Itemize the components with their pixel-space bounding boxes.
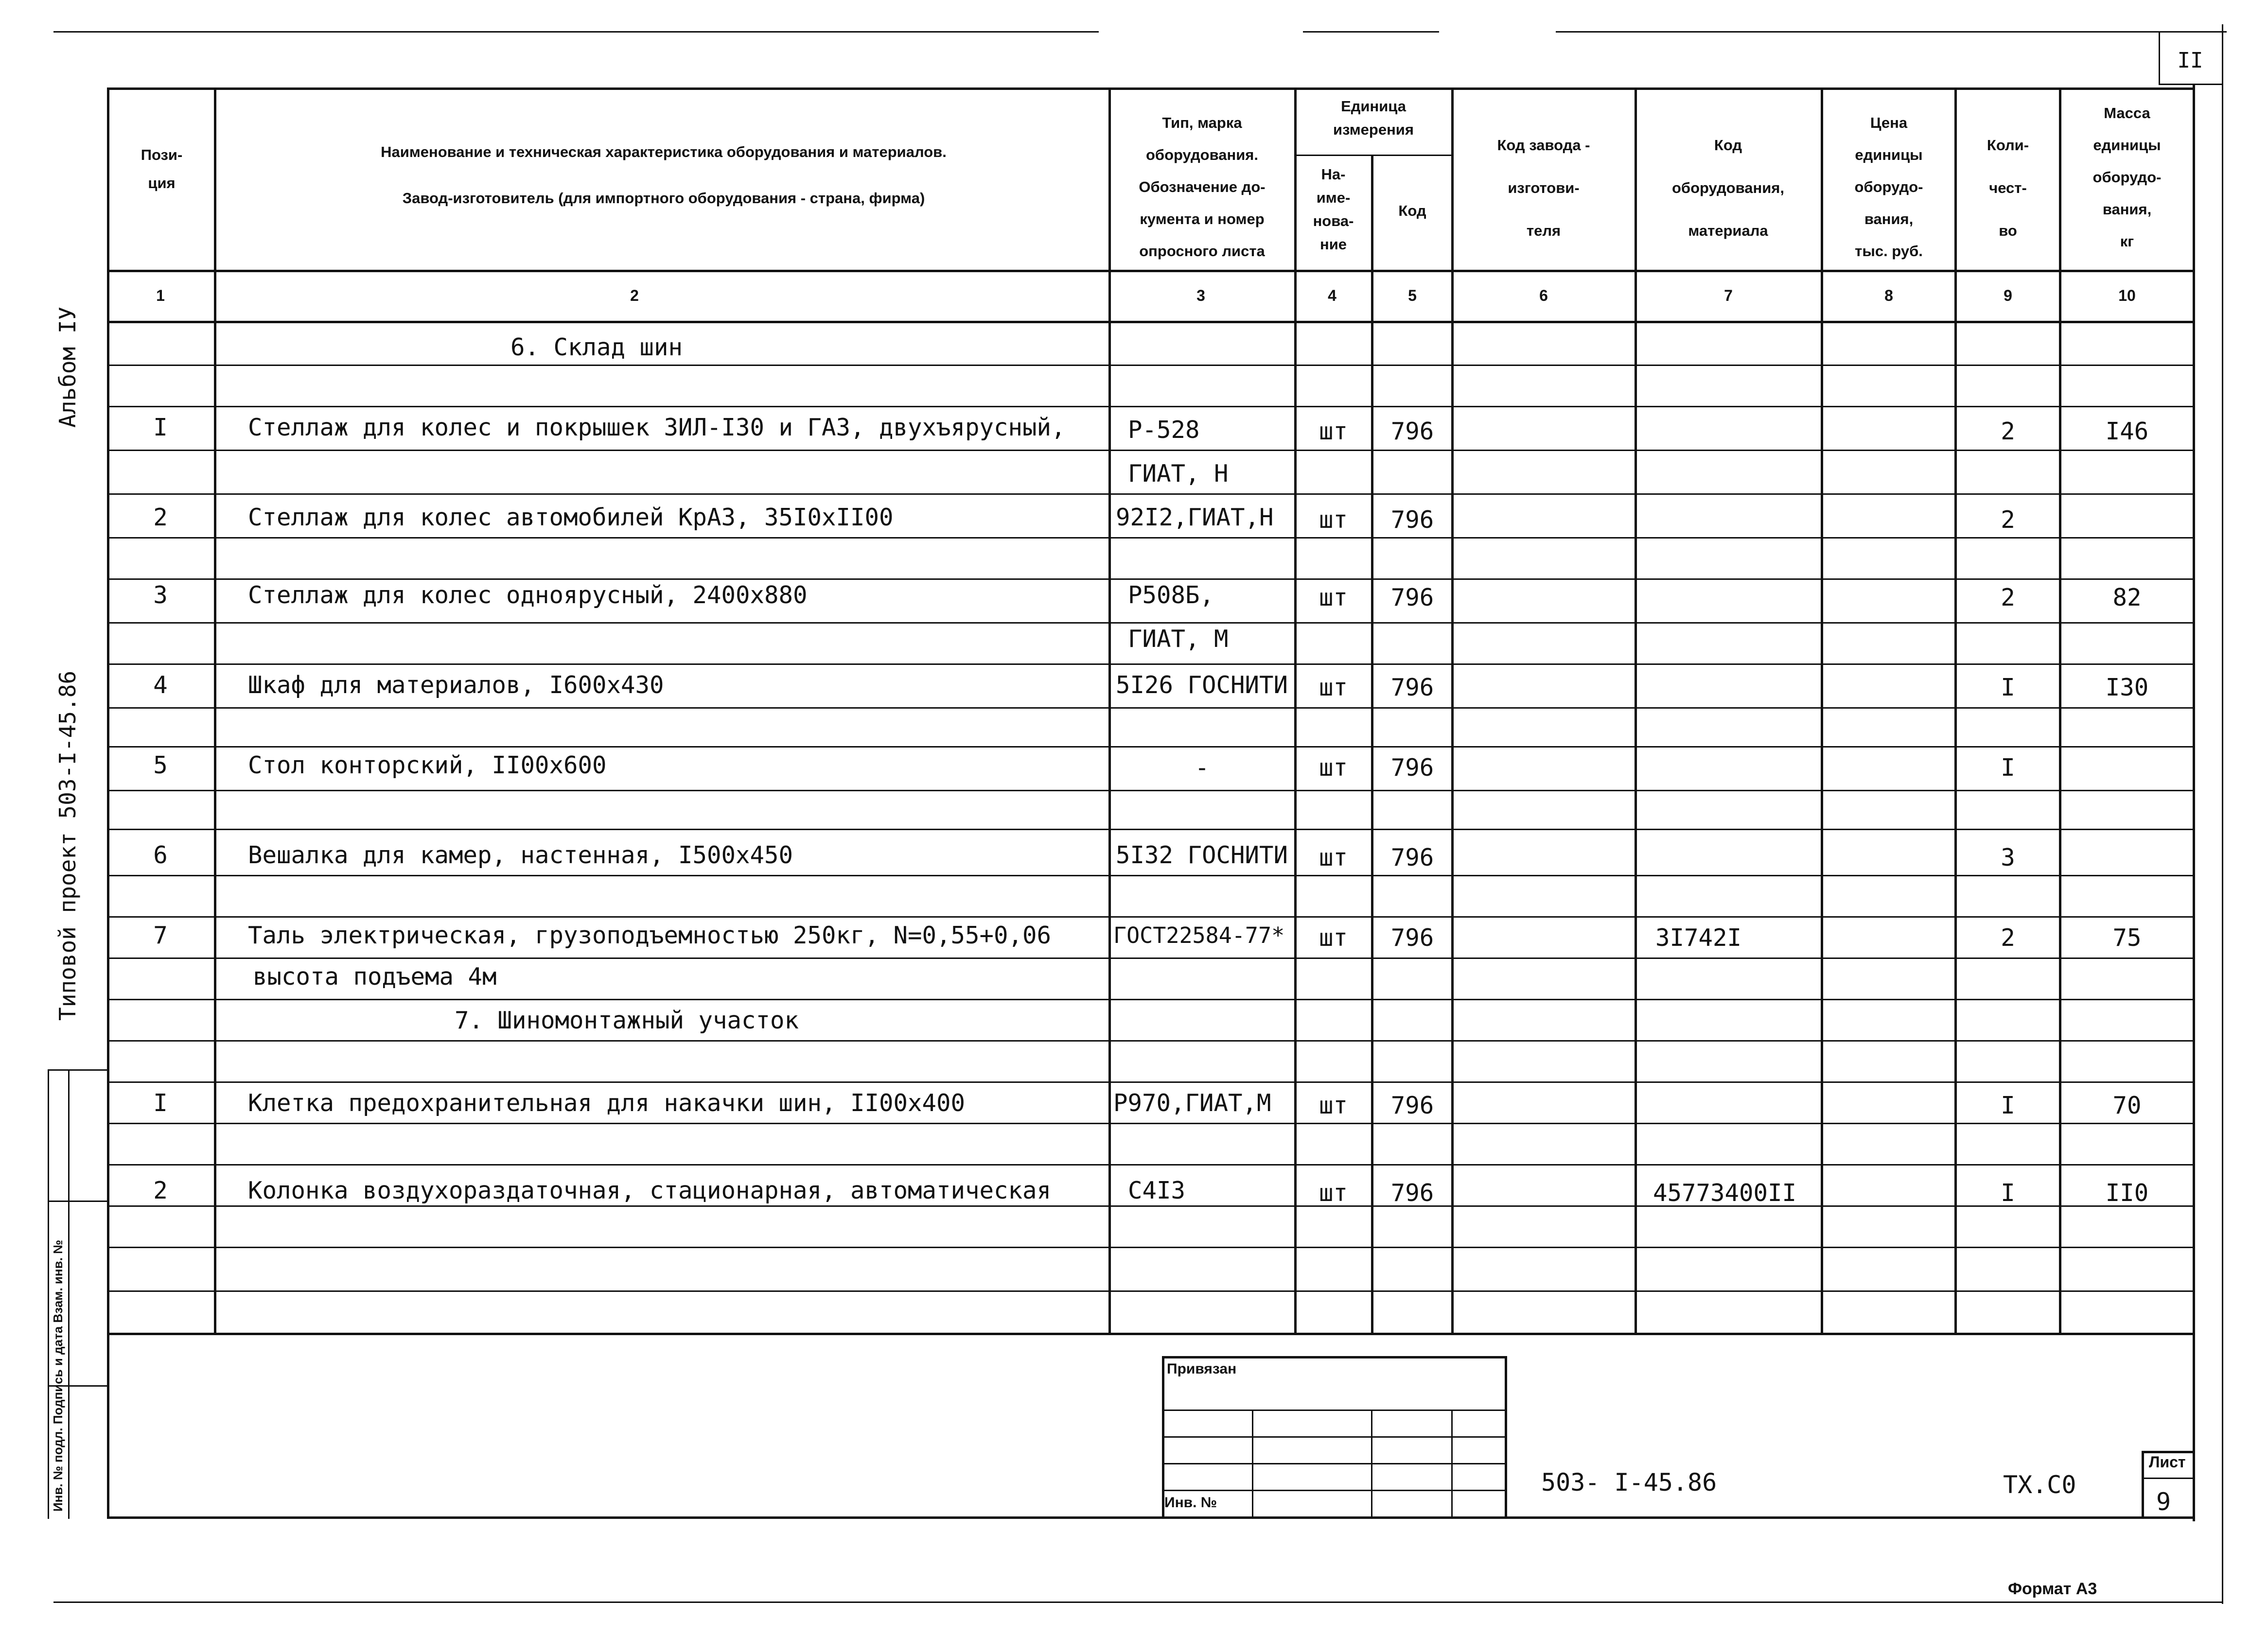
column-number: 6 (1539, 287, 1548, 304)
row-line (107, 663, 2195, 665)
row-9-mass: II0 (2105, 1179, 2149, 1207)
stamp-line (1162, 1410, 1507, 1411)
unit-group-divider (1294, 155, 1452, 156)
row-line (107, 1081, 2195, 1083)
row-1-qty: 2 (2001, 418, 2015, 445)
row-5-qty: I (2001, 754, 2015, 782)
col-sep-1-2 (214, 87, 216, 1334)
row-1-type-line2: ГИАТ, Н (1128, 460, 1229, 487)
row-line (107, 875, 2195, 876)
column-number-line (107, 321, 2195, 323)
row-3-unit: шт (1319, 584, 1348, 611)
left-strip-outer (48, 1069, 49, 1519)
bottom-border-line (53, 1601, 2222, 1603)
header-col9: Коли- чест- во (1987, 137, 2029, 239)
row-3-qty: 2 (2001, 584, 2015, 611)
sheet-box-divider (2142, 1478, 2195, 1479)
header-col2: Наименование и техническая характеристика оборудования и материалов. Завод-изготовитель (для импортного оборудования - страна, фирма) (381, 143, 947, 207)
left-strip-div2 (48, 1201, 108, 1202)
col-sep-6-7 (1635, 87, 1637, 1334)
corner-box-bottom (2159, 84, 2222, 85)
row-6-qty: 3 (2001, 844, 2015, 871)
row-line (107, 450, 2195, 451)
row-7-position: 7 (153, 922, 168, 949)
col-sep-9-10 (2059, 87, 2061, 1334)
row-2-name: Стеллаж для колес автомобилей КрАЗ, 35I0хII00 (248, 504, 894, 531)
row-5-unit: шт (1319, 754, 1348, 782)
side-label-project: Типовой проект 503-I-45.86 (54, 670, 81, 1021)
col-sep-2-3 (1108, 87, 1111, 1334)
row-line (107, 916, 2195, 918)
row-5-position: 5 (153, 751, 168, 779)
document-code: 503- I-45.86 (1541, 1468, 1717, 1497)
row-9-name: Колонка воздухораздаточная, стационарная, автоматическая (248, 1177, 1052, 1204)
row-5-name: Стол конторский, II00х600 (248, 751, 607, 779)
row-9-equipment-code: 45773400II (1653, 1179, 1797, 1207)
top-border-line-right (1556, 31, 2227, 33)
row-6-position: 6 (153, 841, 168, 869)
column-number: 3 (1196, 287, 1205, 304)
table-top-border (107, 87, 2195, 90)
left-strip-div1 (48, 1069, 108, 1071)
row-9-type: С4I3 (1128, 1177, 1186, 1204)
row-6-name: Вешалка для камер, настенная, I500х450 (248, 841, 793, 869)
column-number: 10 (2118, 287, 2136, 304)
row-line (107, 537, 2195, 539)
row-8-mass: 70 (2112, 1092, 2142, 1119)
stamp-col (1371, 1410, 1372, 1516)
column-number: 1 (156, 287, 165, 304)
header-col4: На- име- нова- ние (1313, 166, 1354, 253)
row-8-qty: I (2001, 1092, 2015, 1119)
column-number: 9 (2004, 287, 2012, 304)
header-col3: Тип, марка оборудования. Обозначение до- кумента и номер опросного листа (1139, 114, 1266, 260)
row-line (107, 622, 2195, 624)
corner-sheet-number: II (2177, 48, 2203, 73)
format-label: Формат А3 (2008, 1580, 2097, 1598)
row-3-type: Р508Б, (1128, 581, 1214, 609)
stamp-line (1162, 1463, 1507, 1464)
column-number: 7 (1724, 287, 1733, 304)
header-col1: Пози- ция (141, 146, 183, 191)
row-line (107, 1247, 2195, 1248)
table-body-bottom-line (107, 1333, 2195, 1335)
table-left-border (107, 87, 109, 1519)
row-8-position: I (153, 1089, 168, 1117)
row-6-unit: шт (1319, 844, 1348, 871)
row-1-code: 796 (1390, 418, 1434, 445)
col-sep-8-9 (1954, 87, 1957, 1334)
stamp-col (1451, 1410, 1453, 1516)
stamp-line (1162, 1436, 1507, 1438)
row-line (107, 1205, 2195, 1207)
row-1-type: Р-528 (1128, 416, 1200, 444)
header-col5: Код (1398, 202, 1426, 219)
row-4-type: 5I26 ГОСНИТИ (1116, 671, 1288, 699)
row-7-equipment-code: 3I742I (1655, 924, 1742, 952)
section-heading-tire-warehouse: 6. Склад шин (510, 333, 683, 361)
side-label-album: Альбом IУ (54, 306, 81, 428)
stamp-bound-label: Привязан (1167, 1361, 1237, 1377)
row-3-position: 3 (153, 581, 168, 609)
column-number: 5 (1408, 287, 1417, 304)
row-2-position: 2 (153, 504, 168, 531)
stamp-line (1162, 1490, 1507, 1491)
row-4-code: 796 (1390, 674, 1434, 701)
row-8-unit: шт (1319, 1092, 1348, 1119)
col-sep-4-5 (1371, 156, 1373, 1334)
row-8-name: Клетка предохранительная для накачки шин, II00х400 (248, 1089, 966, 1117)
corner-box-left (2159, 31, 2160, 85)
row-line (107, 1164, 2195, 1166)
row-line (107, 406, 2195, 407)
row-2-unit: шт (1319, 506, 1348, 534)
row-line (107, 957, 2195, 959)
row-1-position: I (153, 414, 168, 441)
row-7-name: Таль электрическая, грузоподъемностью 250кг, N=0,55+0,06 (248, 922, 1052, 949)
col-sep-7-8 (1821, 87, 1823, 1334)
row-line (107, 1123, 2195, 1124)
row-9-unit: шт (1319, 1179, 1348, 1207)
header-col8: Цена единицы оборудо- вания, тыс. руб. (1854, 114, 1923, 260)
column-number: 8 (1884, 287, 1893, 304)
row-8-type: Р970,ГИАТ,М (1113, 1089, 1271, 1117)
sheet-number: 9 (2156, 1488, 2171, 1516)
row-6-code: 796 (1390, 844, 1434, 871)
stamp-inventory-label: Инв. № (1164, 1495, 1217, 1511)
header-col6: Код завода - изготови- теля (1497, 137, 1590, 239)
row-1-unit: шт (1319, 418, 1348, 445)
row-9-qty: I (2001, 1179, 2015, 1207)
row-4-qty: I (2001, 674, 2015, 701)
top-border-line-mid (1303, 31, 1439, 33)
row-4-name: Шкаф для материалов, I600х430 (248, 671, 664, 699)
row-8-code: 796 (1390, 1092, 1434, 1119)
header-col45-group: Единица измерения (1333, 98, 1414, 138)
table-bottom-border (107, 1516, 2195, 1519)
section-heading-tire-mounting: 7. Шиномонтажный участок (455, 1007, 799, 1034)
row-line (107, 365, 2195, 366)
row-1-name: Стеллаж для колес и покрышек ЗИЛ-I30 и ГАЗ, двухъярусный, (248, 414, 1066, 441)
row-6-type: 5I32 ГОСНИТИ (1116, 841, 1288, 869)
side-label-stamp-strip: Инв. № подл. Подпись и дата Взам. инв. № (51, 1239, 65, 1512)
row-9-position: 2 (153, 1177, 168, 1204)
header-bottom-line (107, 270, 2195, 272)
row-9-code: 796 (1390, 1179, 1434, 1207)
header-col7: Код оборудования, материала (1671, 137, 1784, 239)
table-right-border (2193, 85, 2195, 1521)
row-4-mass: I30 (2105, 674, 2149, 701)
row-line (107, 829, 2195, 830)
row-1-mass: I46 (2105, 418, 2149, 445)
row-5-type: - (1195, 754, 1210, 782)
row-2-code: 796 (1390, 506, 1434, 534)
row-line (107, 1290, 2195, 1292)
document-mark: ТХ.С0 (2003, 1471, 2076, 1499)
row-line (107, 999, 2195, 1000)
row-7-mass: 75 (2112, 924, 2142, 952)
row-3-type-line2: ГИАТ, М (1128, 625, 1229, 653)
column-number: 4 (1328, 287, 1336, 304)
row-line (107, 707, 2195, 709)
col-sep-3-4 (1294, 87, 1297, 1334)
row-3-code: 796 (1390, 584, 1434, 611)
sheet-label: Лист (2149, 1453, 2186, 1471)
top-border-line (53, 31, 1099, 33)
row-line (107, 746, 2195, 748)
row-7-type: ГОСТ22584-77* (1113, 922, 1285, 948)
row-line (107, 493, 2195, 495)
col-sep-5-6 (1451, 87, 1454, 1334)
row-2-qty: 2 (2001, 506, 2015, 534)
row-line (107, 578, 2195, 580)
row-5-code: 796 (1390, 754, 1434, 782)
row-7-qty: 2 (2001, 924, 2015, 952)
row-7-name-line2: высота подъема 4м (253, 963, 497, 991)
header-col10: Масса единицы оборудо- вания, кг (2092, 104, 2162, 250)
row-4-position: 4 (153, 671, 168, 699)
row-7-code: 796 (1390, 924, 1434, 952)
row-4-unit: шт (1319, 674, 1348, 701)
column-number: 2 (630, 287, 639, 304)
row-3-name: Стеллаж для колес одноярусный, 2400х880 (248, 581, 808, 609)
row-line (107, 1040, 2195, 1042)
row-3-mass: 82 (2112, 584, 2142, 611)
row-line (107, 790, 2195, 791)
row-2-type: 92I2,ГИАТ,Н (1116, 504, 1274, 531)
right-border-line (2222, 24, 2223, 1604)
stamp-col (1252, 1410, 1253, 1516)
left-strip-inner (68, 1069, 70, 1519)
row-7-unit: шт (1319, 924, 1348, 952)
